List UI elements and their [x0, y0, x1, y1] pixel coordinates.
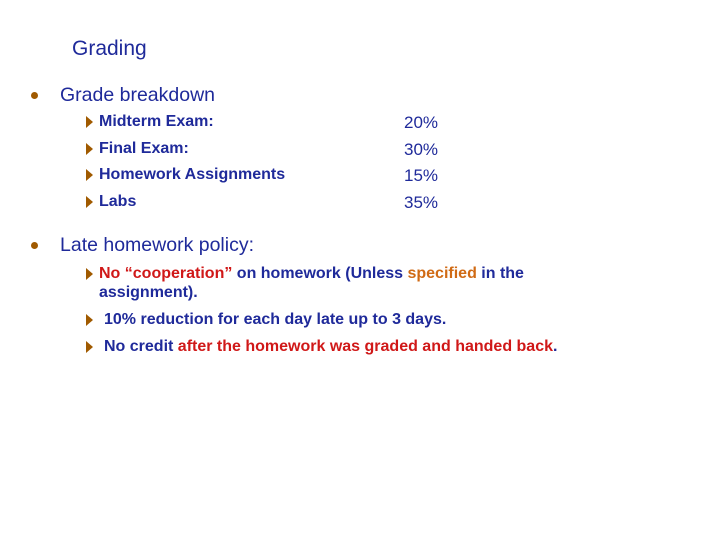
breakdown-item-value: 35%: [404, 193, 439, 212]
breakdown-heading: Grade breakdown: [60, 84, 216, 106]
breakdown-item-value: 30%: [404, 140, 439, 159]
breakdown-item-label: Labs: [99, 193, 137, 210]
policy-item-reduction: 10% reduction for each day late up to 3 days.: [104, 311, 447, 328]
policy-text: on homework (Unless: [232, 265, 408, 282]
policy-cooperation-text: “cooperation”: [120, 265, 233, 282]
breakdown-item-value: 20%: [404, 113, 439, 132]
policy-item-no-credit: [104, 338, 557, 356]
policy-text: No credit: [104, 338, 178, 355]
triangle-bullet-icon: [86, 143, 93, 155]
triangle-bullet-icon: [86, 116, 93, 128]
triangle-bullet-icon: [86, 268, 93, 280]
slide-title: Grading: [72, 37, 147, 60]
policy-after-graded-text: after the homework was graded and handed back: [177, 338, 553, 355]
triangle-bullet-icon: [86, 169, 93, 181]
triangle-bullet-icon: [86, 314, 93, 326]
policy-text: .: [553, 338, 558, 355]
breakdown-item-label: Homework Assignments: [99, 166, 286, 183]
bullet-dot-icon: [31, 92, 38, 99]
breakdown-item-label: Final Exam:: [99, 140, 189, 157]
triangle-bullet-icon: [86, 196, 93, 208]
bullet-dot-icon: [31, 242, 38, 249]
policy-no-text: No: [99, 265, 121, 282]
policy-item-cooperation-continued: assignment).: [99, 284, 198, 301]
policy-item-cooperation: [99, 265, 524, 283]
policy-text: in the: [476, 265, 524, 282]
policy-heading: Late homework policy:: [60, 234, 255, 256]
breakdown-item-value: 15%: [404, 166, 439, 185]
policy-specified-text: specified: [407, 265, 477, 282]
triangle-bullet-icon: [86, 341, 93, 353]
breakdown-item-label: Midterm Exam:: [99, 113, 214, 130]
